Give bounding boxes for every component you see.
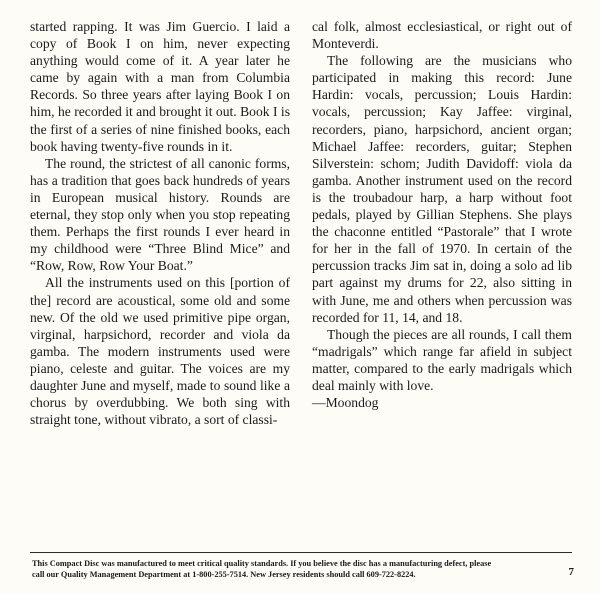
paragraph: The round, the strictest of all canonic forms, has a tradition that goes back hundreds of years in European musical history. Rounds are eternal, they stop only when you stop repeating them. Perhaps the first rounds I ever heard in my childhood were “Three Blind Mice” and “Row, Row, Row Your Boat.” — [30, 155, 290, 274]
paragraph: Though the pieces are all rounds, I call them “madrigals” which range far afield in subject matter, compared to the early madrigals which deal mainly with love. — [312, 326, 572, 393]
legal-footer-line-2: call our Quality Management Department at 1-800-255-7514. New Jersey residents should call 609-722-8224. — [32, 570, 416, 580]
paragraph: All the instruments used on this [portion of the] record are acoustical, some old and some new. Of the old we used primitive pipe organ, virginal, harpsichord, recorder and viola da gamba. The modern instruments used were piano, celeste and guitar. The voices are my daughter June and myself, made to sound like a chorus by overdubbing. We both sing with straight tone, without vibrato, a sort of classi- — [30, 275, 290, 428]
legal-footer — [32, 558, 532, 580]
paragraph: cal folk, almost ecclesiastical, or right out of Monteverdi. — [312, 19, 572, 52]
legal-footer-line-1: This Compact Disc was manufactured to meet critical quality standards. If you believe the disc has a manufacturing defect, please — [32, 559, 492, 568]
footer-divider — [30, 552, 572, 553]
text-columns — [30, 18, 572, 428]
page-number: 7 — [568, 566, 574, 578]
paragraph: started rapping. It was Jim Guercio. I laid a copy of Book I on him, never expecting anything would come of it. A year later he came by again with a man from Columbia Records. So three years after laying Book I on him, he recorded it and brought it out. Book I is the first of a series of nine finished books, each book having twenty-five rounds in it. — [30, 19, 290, 154]
paragraph: The following are the musicians who participated in making this record: June Hardin: vocals, percussion; Louis Hardin: vocals, percussion; Kay Jaffee: virginal, recorders, piano, harpsichord, ancient organ; Michael Jaffee: recorders, guitar; Stephen Silverstein: schom; Judith Davidoff: viola da gamba. Another instrument used on the record is the troubadour harp, a harp without foot pedals, played by Gillian Stephens. She plays the chaconne entitled “Pastorale” that I wrote for her in the fall of 1970. In certain of the percussion tracks Jim sat in, doing a solo ad lib part against my drums for 22, also sitting in with June, me and others when percussion was recorded for 11, 14, and 18. — [312, 53, 572, 325]
right-column — [312, 18, 572, 428]
author-signature: —Moondog — [312, 395, 379, 411]
left-column — [30, 18, 290, 428]
